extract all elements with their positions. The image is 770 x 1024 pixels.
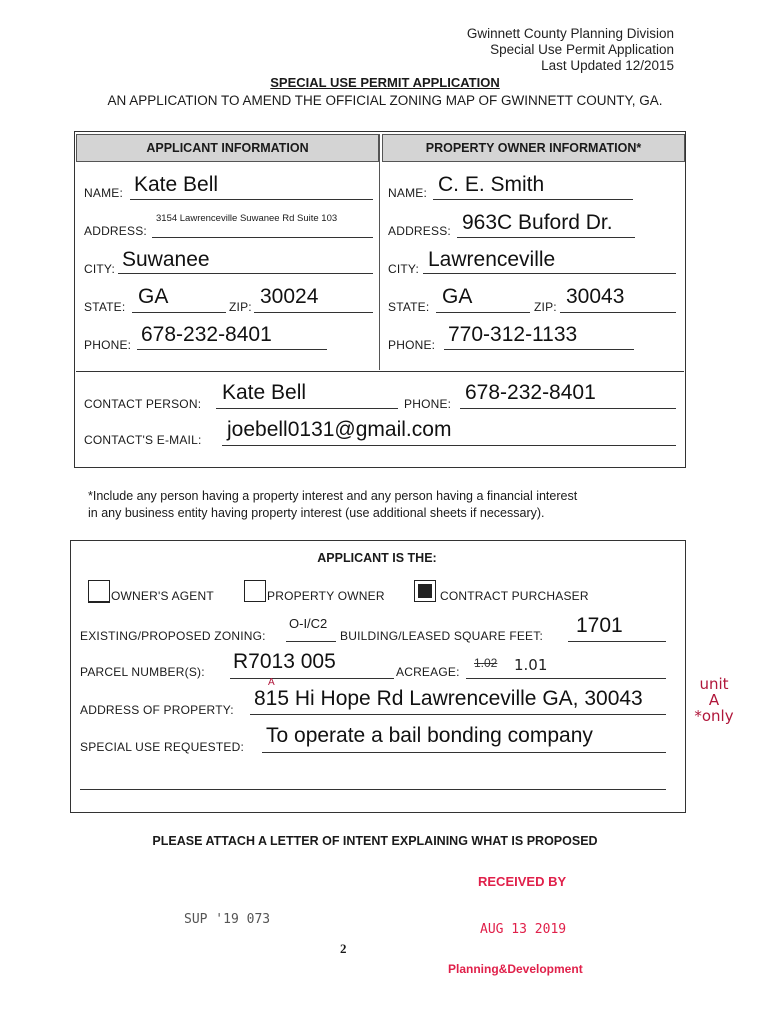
applicant-address-label: ADDRESS: (84, 224, 147, 238)
acreage-struck-value: 1.02 (474, 656, 498, 670)
applicant-zip-line (254, 312, 373, 313)
parcel-value[interactable]: R7013 005 (233, 650, 336, 673)
acreage-value[interactable]: 1.01 (514, 656, 548, 674)
margin-note-line-1: unit (699, 675, 729, 693)
footnote-line-2: in any business entity having property interest (use additional sheets if necessary). (88, 506, 545, 520)
special-use-extra-line (80, 789, 666, 790)
sqft-line (568, 641, 666, 642)
contact-email-label: CONTACT'S E-MAIL: (84, 433, 202, 447)
received-stamp: RECEIVED BY (478, 874, 567, 889)
applicant-phone-label: PHONE: (84, 338, 132, 352)
contact-phone-value[interactable]: 678-232-8401 (465, 381, 596, 404)
contract-purchaser-checkbox[interactable] (414, 580, 436, 602)
special-use-label: SPECIAL USE REQUESTED: (80, 740, 244, 754)
contact-phone-label: PHONE: (404, 397, 452, 411)
division-header (467, 26, 674, 74)
applicant-zip-value[interactable]: 30024 (260, 285, 319, 308)
owner-state-label: STATE: (388, 300, 430, 314)
applicant-state-label: STATE: (84, 300, 126, 314)
special-use-line (262, 752, 666, 753)
owners-agent-checkbox[interactable] (88, 580, 110, 603)
owner-name-value[interactable]: C. E. Smith (438, 173, 545, 196)
page-number: 2 (340, 941, 347, 956)
owner-address-label: ADDRESS: (388, 224, 451, 238)
owner-zip-line (560, 312, 676, 313)
contact-divider (76, 371, 684, 372)
owner-city-label: CITY: (388, 262, 420, 276)
applicant-phone-value[interactable]: 678-232-8401 (141, 323, 272, 346)
owner-address-line (457, 237, 635, 238)
owner-phone-line (444, 349, 634, 350)
owner-address-value[interactable]: 963C Buford Dr. (462, 211, 613, 234)
footnote (88, 488, 577, 522)
owner-state-value[interactable]: GA (442, 285, 473, 308)
margin-note (684, 676, 744, 724)
contact-person-value[interactable]: Kate Bell (222, 381, 307, 404)
header-line-1: Gwinnett County Planning Division (466, 26, 674, 41)
received-date-stamp: AUG 13 2019 (480, 922, 567, 937)
owners-agent-label: OWNER'S AGENT (111, 589, 214, 603)
applicant-phone-line (137, 349, 327, 350)
applicant-address-value[interactable]: 3154 Lawrenceville Suwanee Rd Suite 103 (156, 213, 338, 224)
owner-state-line (436, 312, 530, 313)
applicant-name-value[interactable]: Kate Bell (134, 173, 219, 196)
property-address-line (250, 714, 666, 715)
applicant-zip-label: ZIP: (229, 300, 252, 314)
form-subtitle: AN APPLICATION TO AMEND THE OFFICIAL ZONING MAP OF GWINNETT COUNTY, GA. (107, 93, 663, 108)
acreage-label: ACREAGE: (396, 665, 460, 679)
applicant-city-line (118, 273, 373, 274)
applicant-name-label: NAME: (84, 186, 124, 200)
sqft-value[interactable]: 1701 (576, 614, 623, 637)
department-stamp: Planning&Development (448, 962, 583, 976)
contact-email-line (222, 445, 676, 446)
applicant-city-label: CITY: (84, 262, 116, 276)
owner-city-value[interactable]: Lawrenceville (428, 248, 556, 271)
applicant-city-value[interactable]: Suwanee (122, 248, 210, 271)
owner-name-label: NAME: (388, 186, 428, 200)
header-line-3: Last Updated 12/2015 (541, 58, 674, 73)
header-line-2: Special Use Permit Application (490, 42, 674, 57)
margin-note-line-3: *only (694, 707, 734, 725)
parcel-label: PARCEL NUMBER(S): (80, 665, 205, 679)
parcel-line (230, 678, 394, 679)
applicant-is-heading: APPLICANT IS THE: (317, 551, 437, 565)
contact-phone-line (460, 408, 676, 409)
contact-person-label: CONTACT PERSON: (84, 397, 202, 411)
owner-zip-value[interactable]: 30043 (566, 285, 625, 308)
property-owner-label: PROPERTY OWNER (267, 589, 385, 603)
contact-email-value[interactable]: joebell0131@gmail.com (227, 418, 452, 441)
owner-phone-value[interactable]: 770-312-1133 (448, 323, 578, 346)
owner-phone-label: PHONE: (388, 338, 436, 352)
applicant-name-line (130, 199, 373, 200)
owner-city-line (423, 273, 676, 274)
sqft-label: BUILDING/LEASED SQUARE FEET: (340, 629, 543, 643)
owner-zip-label: ZIP: (534, 300, 557, 314)
zoning-line (286, 641, 336, 642)
owner-info-heading: PROPERTY OWNER INFORMATION* (382, 134, 685, 162)
form-title: SPECIAL USE PERMIT APPLICATION (270, 75, 500, 90)
attach-instruction: PLEASE ATTACH A LETTER OF INTENT EXPLAINING WHAT IS PROPOSED (152, 834, 598, 848)
address-insert-mark: A (268, 677, 275, 688)
applicant-state-value[interactable]: GA (138, 285, 169, 308)
property-address-label: ADDRESS OF PROPERTY: (80, 703, 234, 717)
contact-person-line (216, 408, 398, 409)
applicant-state-line (132, 312, 226, 313)
special-use-value[interactable]: To operate a bail bonding company (266, 724, 593, 747)
zoning-value[interactable]: O-I/C2 (289, 616, 328, 631)
checkbox-fill (418, 584, 432, 598)
column-divider (379, 134, 380, 370)
contract-purchaser-label: CONTRACT PURCHASER (440, 589, 589, 603)
owner-name-line (433, 199, 633, 200)
acreage-line (466, 678, 666, 679)
applicant-address-line (152, 237, 373, 238)
sup-number-stamp: SUP '19 073 (184, 912, 271, 927)
margin-note-line-2: A (708, 691, 720, 709)
property-address-value[interactable]: 815 Hi Hope Rd Lawrenceville GA, 30043 (254, 687, 643, 710)
zoning-label: EXISTING/PROPOSED ZONING: (80, 629, 266, 643)
property-owner-checkbox[interactable] (244, 580, 266, 602)
applicant-info-heading: APPLICANT INFORMATION (76, 134, 379, 162)
footnote-line-1: *Include any person having a property interest and any person having a financial interest (88, 489, 578, 503)
